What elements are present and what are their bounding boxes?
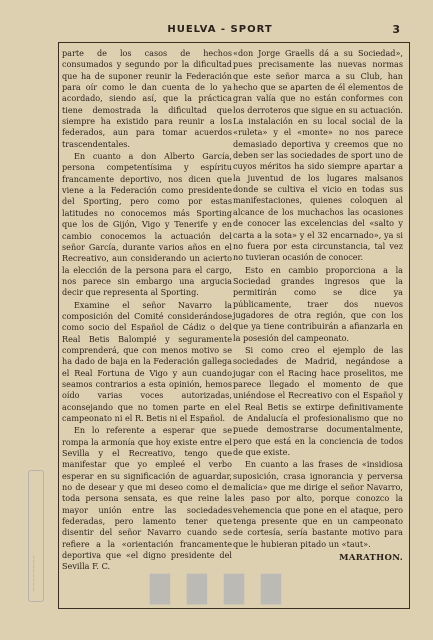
paragraph: En cuanto a don Alberto García, persona competentísima y espíritu francamente deportivo, nos dicen que viene a la Federación como presidente del Sporting, pero como por estas latitudes no conocemos más Sporting que los de Gijón, Vigo y Tenerife y en cambio conocemos la actuación del señor García, durante varios años en el Recreativo, aun considerando un acierto la elección de la persona para el cargo, nos parece sin embargo una argucia decir que representa al Sporting.	[62, 151, 232, 298]
paragraph: Esto en cambio proporciona a la Sociedad grandes ingresos que la permitirán como se dice ya públicamente, traer dos nuevos jugadores de otra región, que con los que ya tiene contribuirán a afianzarla en la posesión del campeonato.	[233, 264, 403, 343]
paragraph: En lo referente a esperar que se rompa la armonía que hoy existe entre el Sevilla y el Recreativo, tengo que manifestar que yo empleé el verbo esperar en su significación de aguardar, no de desear y que mi deseo como el de toda persona sensata, es que reine la mayor unión entre las sociedades federadas, pero lamento tener que disentir del señor Navarro cuando se refiere a la «orientación francamente deportiva que «el digno presidente del Sevilla F. C.	[62, 425, 232, 572]
article-right-column	[233, 48, 403, 564]
paragraph: Examine el señor Navarro la composición del Comité considerándose como socio del Español de Cádiz o del Real Betis Balompié y seguramente comprenderá, que con menos motivo se ha dado de baja en la Federación gallega el Real Fortuna de Vigo y aun cuando seamos contrarios a esta opinión, hemos oído varias voces autorizadas, aconsejando que no tomen parte en el campeonato ni el R. Betis ni el Español.	[62, 299, 232, 423]
library-stamp-icon: ────────	[28, 470, 44, 602]
paragraph: parte de los casos de hechos consumados y segundo por la dificultad que ha de suponer reunir la Federación para oír como le dan cuenta de lo ya acordado, siendo así, que la práctica tiene demostrada la dificultad que siempre ha existido para reunir a los federados, aun para tomar acuerdos trascendentales.	[62, 48, 232, 149]
author-signature: MARATHON.	[339, 553, 403, 564]
page-number: 3	[392, 23, 400, 36]
masthead-title: HUELVA - SPORT	[167, 24, 273, 35]
watermark-icon: █ █ █ █	[150, 575, 286, 605]
page-header	[40, 24, 400, 42]
article-left-column	[62, 48, 232, 573]
paragraph: «don Jorge Graells dá a su Sociedad», pues precisamente las nuevas normas que este señor marca a su Club, han hecho que se aparten de él elementos de gran valía que no están conformes con los derroteros que sigue en su actuación. La instalación en su local social de la «ruleta» y el «monte» no nos parece demasiado deportiva y creemos que no deben ser las sociedades de sport uno de cuyos méritos ha sido siempre apartar a la juventud de los lugares malsanos donde se cultiva el vicio en todas sus manifestaciones, quienes coloquen al alcance de los muchachos las ocasiones de conocer las excelencias del «salto y carta a la sota» y el 32 encarnado», ya si no fuera por esta circunstancia, tal vez no tuvieran ocasión de conocer.	[233, 48, 403, 263]
paragraph: Si como creo el ejemplo de las sociedades de Madrid, negándose a jugar con el Racing hace proselitos, me parece llegado el momento de que uniéndose el Recreativo con el Español y el Real Betis se extirpe definitivamente de Andalucía el profesionalismo que no puede demostrarse documentalmente, pero que está en la conciencia de todos de que existe.	[233, 344, 403, 458]
paragraph: En cuanto a las frases de «insidiosa suposición, crasa ignorancia y perversa malicia» que me dirige el señor Navarro, les paso por alto, porque conozco la vehemencia que pone en el ataque, pero tenga presente que en un campeonato de cortesía, sería bastante motivo para que le hubieran pitado un «taut».	[233, 459, 403, 549]
